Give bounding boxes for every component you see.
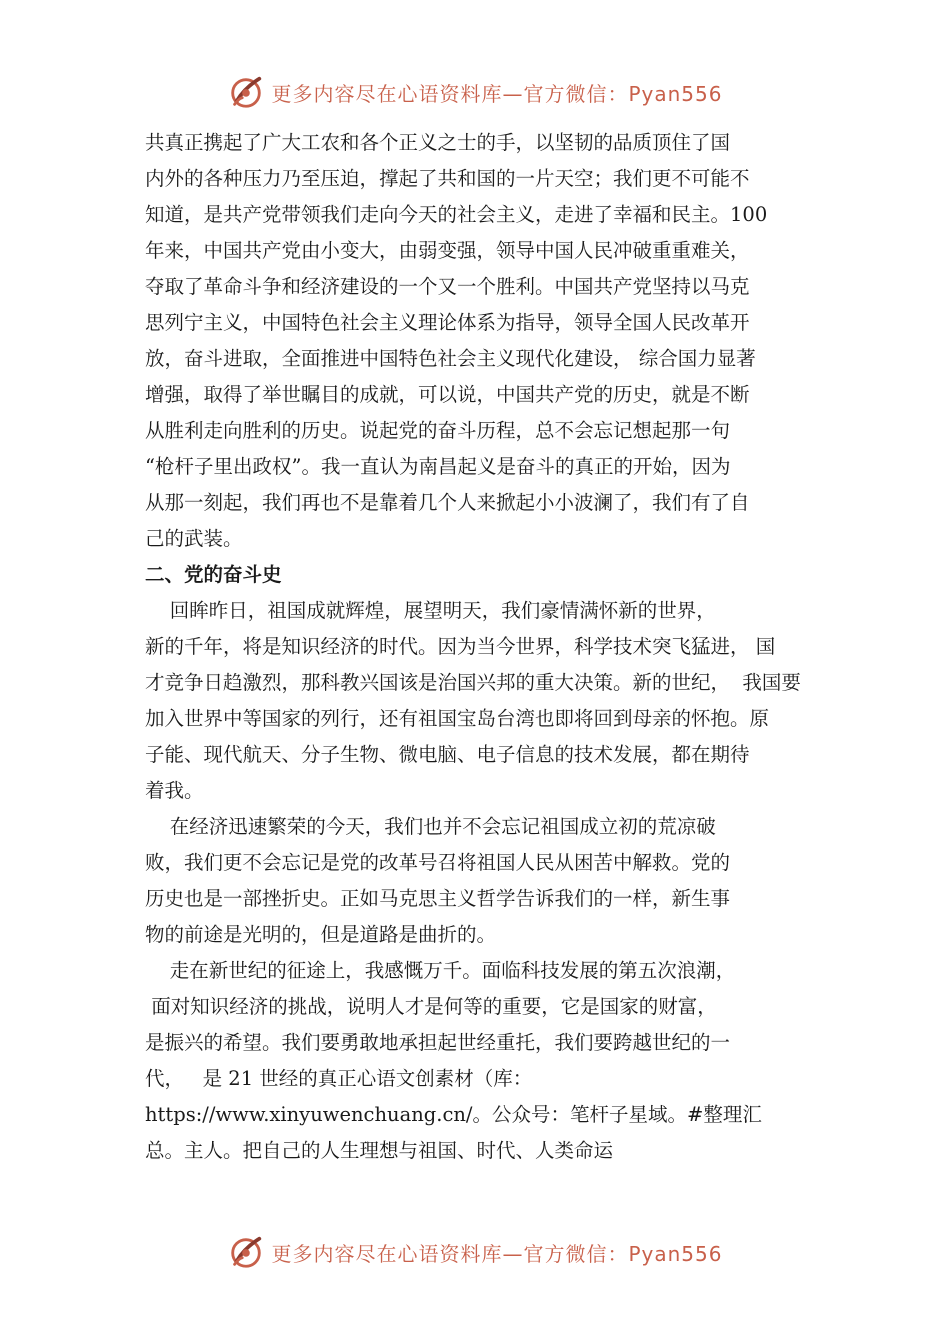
- text-line: 子能、现代航天、分子生物、微电脑、电子信息的技术发展，都在期待: [145, 743, 750, 766]
- text-line: 放，奋斗进取，全面推进中国特色社会主义现代化建设， 综合国力显著: [145, 347, 756, 370]
- text-line: 代， 是 21 世经的真正心语文创素材（库：: [145, 1067, 533, 1090]
- text-line: 败，我们更不会忘记是党的改革号召将祖国人民从困苦中解救。党的: [145, 851, 731, 874]
- text-line: https://www.xinyuwenchuang.cn/。公众号：笔杆子星域。#整理汇: [145, 1103, 762, 1126]
- header-banner-text: 更多内容尽在心语资料库—官方微信：Pyan556: [271, 81, 723, 106]
- footer-banner-text: 更多内容尽在心语资料库—官方微信：Pyan556: [271, 1241, 723, 1266]
- text-line: 在经济迅速繁荣的今天，我们也并不会忘记祖国成立初的荒凉破: [145, 815, 716, 838]
- section-heading: 二、党的奋斗史: [145, 563, 282, 586]
- text-line: 面对知识经济的挑战，说明人才是何等的重要，它是国家的财富，: [145, 995, 717, 1018]
- text-line: 夺取了革命斗争和经济建设的一个又一个胜利。中国共产党坚持以马克: [145, 275, 750, 298]
- section-paragraphs: [145, 593, 835, 1169]
- document-body: [145, 125, 835, 1169]
- brush-logo-icon: [227, 1233, 265, 1271]
- paragraph-continued: [145, 125, 835, 557]
- text-line: 新的千年，将是知识经济的时代。因为当今世界，科学技术突飞猛进， 国: [145, 635, 776, 658]
- text-line: 是振兴的希望。我们要勇敢地承担起世经重托，我们要跨越世纪的一: [145, 1031, 731, 1054]
- text-line: 知道，是共产党带领我们走向今天的社会主义，走进了幸福和民主。100: [145, 203, 768, 226]
- text-line: 从胜利走向胜利的历史。说起党的奋斗历程，总不会忘记想起那一句: [145, 419, 731, 442]
- text-line: 思列宁主义，中国特色社会主义理论体系为指导，领导全国人民改革开: [145, 311, 750, 334]
- text-line: 共真正携起了广大工农和各个正义之士的手，以坚韧的品质顶住了国: [145, 131, 731, 154]
- text-line: 从那一刻起，我们再也不是靠着几个人来掀起小小波澜了，我们有了自: [145, 491, 750, 514]
- brush-logo-icon: [227, 73, 265, 111]
- header-banner: [0, 72, 950, 112]
- text-line: 物的前途是光明的，但是道路是曲折的。: [145, 923, 497, 946]
- text-line: 己的武装。: [145, 527, 243, 550]
- text-line: 年来，中国共产党由小变大，由弱变强，领导中国人民冲破重重难关，: [145, 239, 750, 262]
- footer-banner: [0, 1232, 950, 1272]
- text-line: 走在新世纪的征途上，我感慨万千。面临科技发展的第五次浪潮，: [145, 959, 736, 982]
- text-line: 才竞争日趋激烈，那科教兴国该是治国兴邦的重大决策。新的世纪， 我国要: [145, 671, 801, 694]
- text-line: 加入世界中等国家的列行，还有祖国宝岛台湾也即将回到母亲的怀抱。原: [145, 707, 770, 730]
- text-line: 增强，取得了举世瞩目的成就，可以说，中国共产党的历史，就是不断: [145, 383, 750, 406]
- text-line: 历史也是一部挫折史。正如马克思主义哲学告诉我们的一样，新生事: [145, 887, 731, 910]
- text-line: “枪杆子里出政权”。我一直认为南昌起义是奋斗的真正的开始，因为: [145, 455, 731, 478]
- text-line: 内外的各种压力乃至压迫，撑起了共和国的一片天空；我们更不可能不: [145, 167, 750, 190]
- text-line: 着我。: [145, 779, 204, 802]
- text-line: 回眸昨日，祖国成就辉煌，展望明天，我们豪情满怀新的世界，: [145, 599, 716, 622]
- text-line: 总。主人。把自己的人生理想与祖国、时代、人类命运: [145, 1139, 614, 1162]
